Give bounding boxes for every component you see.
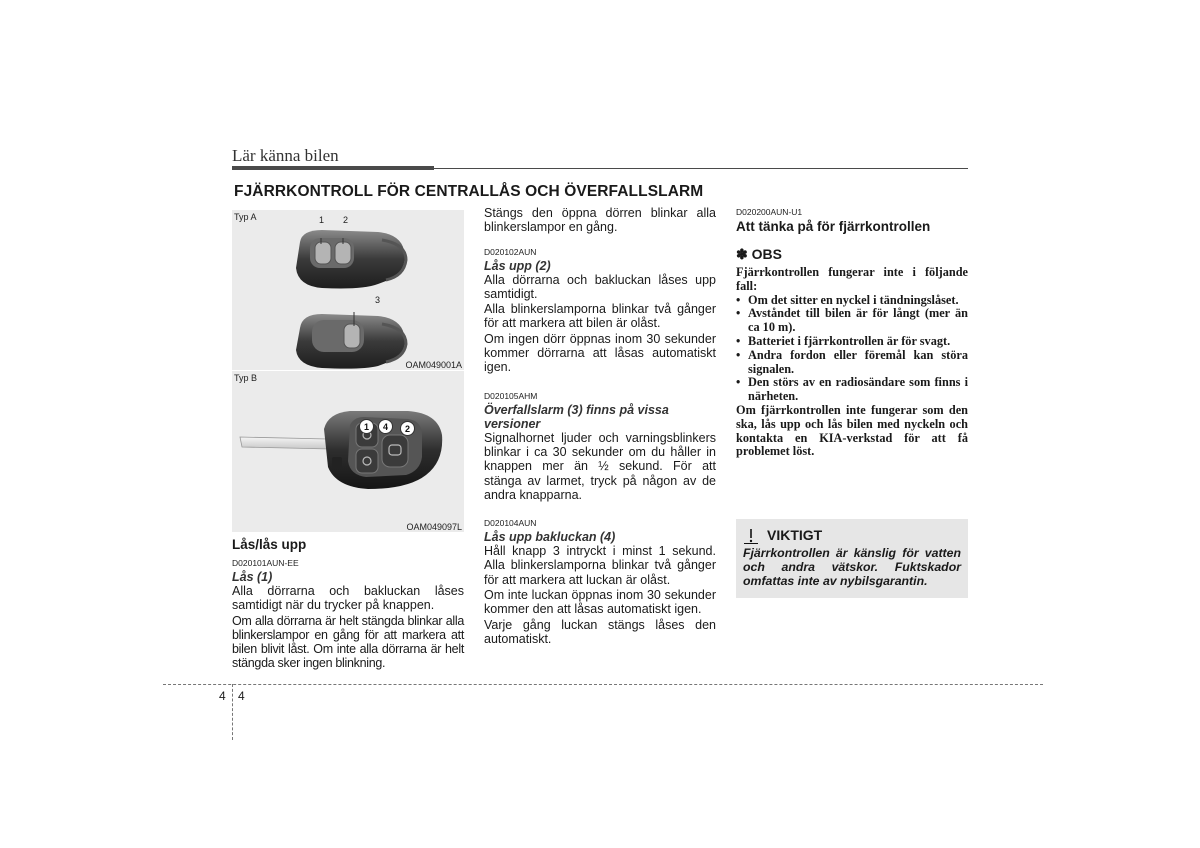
- obs-bullet: • Avståndet till bilen är för långt (mer än ca 10 m).: [736, 306, 968, 335]
- figure-type-a: [232, 210, 464, 370]
- page-title: FJÄRRKONTROLL FÖR CENTRALLÅS OCH ÖVERFALLSLARM: [234, 183, 704, 200]
- figure-type-b: [232, 371, 464, 532]
- obs-outro: Om fjärrkontrollen inte fungerar som den ska, lås upp och lås bilen med nyckeln och kontakta en KIA-verkstad för att få problemet löst.: [736, 402, 968, 459]
- warning-label: VIKTIGT: [767, 527, 823, 543]
- figure-b-num-4: 4: [378, 419, 393, 434]
- trunk-unlock-text: [484, 544, 716, 646]
- footer-divider: [232, 684, 233, 740]
- figure-a-code: OAM049001A: [405, 360, 462, 370]
- warning-text: Fjärrkontrollen är känslig för vatten och andra vätskor. Fuktskador omfattas inte av nybilsgarantin.: [743, 546, 961, 588]
- column-1-text: [232, 537, 464, 672]
- title-rule: [434, 168, 968, 169]
- code-d020200: D020200AUN-U1: [736, 207, 803, 217]
- title-bar: [232, 166, 434, 170]
- intro-text: Stängs den öppna dörren blinkar alla blinkerslampor en gång.: [484, 206, 716, 235]
- obs-bullet: • Andra fordon eller föremål kan störa signalen.: [736, 347, 968, 376]
- trunk-unlock-subheading: Lås upp bakluckan (4): [484, 530, 616, 545]
- remote-care-heading: Att tänka på för fjärrkontrollen: [736, 219, 931, 234]
- lock-paragraph-1: Alla dörrarna och bakluckan låses samtidigt när du trycker på knappen.: [232, 584, 464, 613]
- unlock-text: [484, 273, 716, 375]
- panic-alarm-subheading: Överfallslarm (3) finns på vissa versioner: [484, 402, 669, 431]
- code-d020104: D020104AUN: [484, 518, 537, 529]
- unlock-paragraph-1: Alla dörrarna och bakluckan låses upp samtidigt.: [484, 272, 716, 301]
- page-number-right: 4: [238, 689, 245, 703]
- figure-b-num-2: 2: [400, 421, 415, 436]
- figure-a-num-1: 1: [319, 215, 325, 225]
- obs-bullet: • Batteriet i fjärrkontrollen är för svagt.: [736, 333, 951, 348]
- code-d020101: D020101AUN-EE: [232, 558, 299, 568]
- warning-box: [736, 519, 968, 598]
- unlock-paragraph-3: Om ingen dörr öppnas inom 30 sekunder kommer dörrarna att låsas automatiskt igen.: [484, 331, 716, 375]
- figure-a-label: Typ A: [234, 212, 257, 222]
- code-d020105: D020105AHM: [484, 390, 538, 401]
- footer-rule: [163, 684, 1043, 685]
- code-d020102: D020102AUN: [484, 246, 537, 257]
- obs-intro: Fjärrkontrollen fungerar inte i följande fall:: [736, 265, 968, 293]
- figure-a-num-2: 2: [343, 215, 349, 225]
- trunk-paragraph-1: Håll knapp 3 intryckt i minst 1 sekund. Alla blinkerslamporna blinkar två gånger för att markera att luckan är olåst.: [484, 544, 716, 587]
- obs-bullet: • Om det sitter en nyckel i tändningslåset.: [736, 292, 959, 307]
- unlock-subheading: Lås upp (2): [484, 258, 551, 273]
- obs-bullet: • Den störs av en radiosändare som finns i närheten.: [736, 375, 968, 404]
- lock-paragraph-2: Om alla dörrarna är helt stängda blinkar alla blinkerslampor en gång för att markera att bilen blivit låst. Om inte alla dörrarna är helt stängda sker ingen blinkning.: [232, 613, 464, 671]
- remote-type-b-image: [238, 405, 458, 495]
- obs-bullet-list: [736, 294, 968, 404]
- figure-a-num-3: 3: [375, 295, 381, 305]
- page-number-left: 4: [219, 689, 226, 703]
- column-3-text: [736, 207, 968, 459]
- figure-b-code: OAM049097L: [406, 522, 462, 532]
- trunk-paragraph-2: Om inte luckan öppnas inom 30 sekunder kommer den att låsas automatiskt igen.: [484, 588, 716, 617]
- obs-label: ✽ OBS: [736, 246, 782, 262]
- lock-subheading: Lås (1): [232, 570, 273, 584]
- unlock-paragraph-2: Alla blinkerslamporna blinkar två gånger för att markera att bilen är olåst.: [484, 302, 716, 331]
- warning-icon: [741, 527, 761, 545]
- lock-unlock-heading: Lås/lås upp: [232, 537, 307, 552]
- lock-text: [232, 584, 464, 671]
- column-2-text: [484, 206, 716, 647]
- remote-type-a-image: [282, 220, 422, 370]
- figure-b-label: Typ B: [234, 373, 258, 383]
- section-title: Lär känna bilen: [232, 146, 339, 165]
- trunk-paragraph-3: Varje gång luckan stängs låses den automatiskt.: [484, 617, 716, 646]
- panic-alarm-text: Signalhornet ljuder och varningsblinkers blinkar i ca 30 sekunder om du håller in knappen mer än ½ sekund. För att stänga av larmet, tryck på någon av de andra knapparna.: [484, 430, 716, 502]
- figure-b-num-1: 1: [359, 419, 374, 434]
